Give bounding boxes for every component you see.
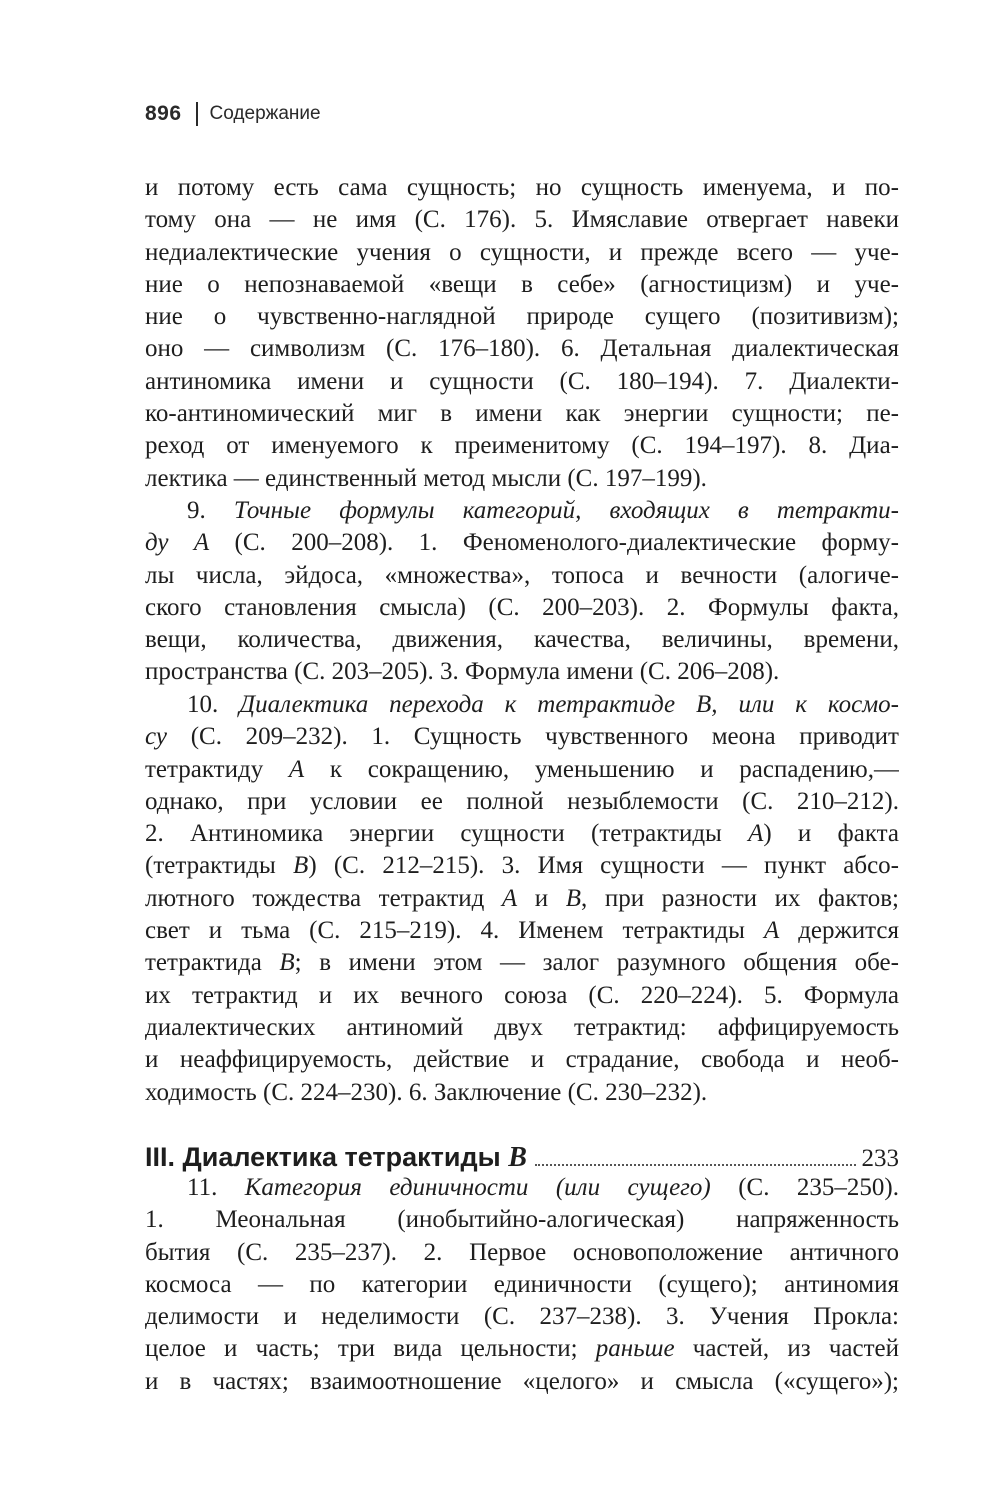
text-line: ние о чувственно-наглядной природе сущего (позитивизм);	[145, 303, 899, 331]
chapter-number: 11.	[187, 1174, 245, 1201]
emphasis: раньше	[595, 1335, 675, 1363]
section-title-variable: В	[508, 1142, 527, 1173]
chapter-number: 9.	[187, 497, 234, 524]
text-line: и в частях; взаимоотношение «целого» и смысла («сущего»);	[145, 1367, 899, 1395]
text-span: тетрактида	[145, 949, 280, 977]
text-line: недиалектические учения о сущности, и прежде всего — уче-	[145, 238, 899, 266]
text-span: (С. 200–208). 1. Феноменолого-диалектические форму-	[209, 529, 899, 557]
section-title-text: III. Диалектика тетрактиды	[145, 1142, 509, 1172]
paragraph-chapter-11	[145, 1172, 899, 1398]
section-page-number: 233	[861, 1145, 899, 1172]
text-line: реход от именуемого к преименитому (С. 194–197). 8. Диа-	[145, 432, 899, 460]
text-line	[145, 495, 899, 527]
text-span: , при разности их фактов;	[581, 884, 899, 912]
chapter-title: ду А	[145, 529, 210, 557]
variable: В	[565, 884, 581, 912]
chapter-number: 10.	[187, 691, 240, 718]
text-line: бытия (С. 235–237). 2. Первое основоположение античного	[145, 1238, 899, 1266]
text-line: вещи, количества, движения, качества, величины, времени,	[145, 626, 899, 654]
text-span: 2. Антиномика энергии сущности (тетрактиды	[145, 820, 749, 848]
variable: А	[288, 755, 305, 783]
text-span: свет и тьма (С. 215–219). 4. Именем тетрактиды	[145, 917, 764, 945]
text-span: ) (С. 212–215). 3. Имя сущности — пункт абсо-	[308, 852, 899, 880]
text-span: (С. 209–232). 1. Сущность чувственного меона приводит	[167, 723, 899, 751]
text-line: и неаффицируемость, действие и страдание, свобода и необ-	[145, 1046, 899, 1074]
text-span: к сокращению, уменьшению и распадению,—	[304, 755, 899, 783]
text-line: ние о непознаваемой «вещи в себе» (агностицизм) и уче-	[145, 270, 899, 298]
chapter-title: су	[145, 723, 168, 751]
text-span: держится	[779, 917, 899, 945]
page-number: 896	[145, 102, 182, 125]
text-line: однако, при условии ее полной незыблемости (С. 210–212).	[145, 787, 899, 815]
text-line: и потому есть сама сущность; но сущность именуема, и по-	[145, 174, 899, 201]
dot-leader	[535, 1163, 856, 1166]
variable: А	[748, 820, 764, 848]
chapter-title: Точные формулы категорий, входящих в тетракти-	[233, 497, 899, 524]
text-span: лютного тождества тетрактид	[145, 884, 502, 912]
text-span: ; в имени этом — залог разумного общения обе-	[294, 949, 899, 977]
text-line: ко-антиномический миг в имени как энергии сущности; пе-	[145, 400, 899, 428]
text-span: целое и часть; три вида цельности;	[145, 1335, 596, 1363]
text-line: лектика — единственный метод мысли (С. 197–199).	[145, 464, 707, 492]
paragraph-chapter-9	[145, 495, 899, 689]
chapter-title: Категория единичности (или сущего)	[244, 1174, 711, 1201]
text-line: оно — символизм (С. 176–180). 6. Детальная диалектическая	[145, 335, 899, 363]
text-line	[145, 754, 899, 786]
text-line	[145, 947, 899, 979]
variable: А	[763, 917, 780, 945]
running-head	[145, 98, 321, 130]
text-span: (С. 235–250).	[710, 1174, 899, 1201]
variable: В	[293, 852, 309, 880]
text-span: частей, из частей	[674, 1335, 899, 1363]
text-line: делимости и неделимости (С. 237–238). 3. Учения Прокла:	[145, 1303, 899, 1331]
text-line	[145, 721, 899, 753]
text-span: и	[517, 884, 566, 912]
text-line: пространства (С. 203–205). 3. Формула имени (С. 206–208).	[145, 658, 780, 686]
book-page	[145, 0, 899, 1487]
text-line	[145, 818, 899, 850]
section-title	[145, 1142, 527, 1174]
text-line	[145, 527, 899, 559]
text-line	[145, 1172, 899, 1204]
chapter-title: Диалектика перехода к тетрактиде В, или к космо-	[239, 691, 899, 718]
text-line: лы числа, эйдоса, «множества», топоса и вечности (алогиче-	[145, 561, 899, 589]
text-span: (тетрактиды	[145, 852, 294, 880]
text-line: 1. Меональная (инобытийно-алогическая) напряженность	[145, 1206, 899, 1234]
text-line	[145, 1333, 899, 1365]
text-line: антиномика имени и сущности (С. 180–194). 7. Диалекти-	[145, 367, 899, 395]
text-line	[145, 915, 899, 947]
variable: А	[501, 884, 518, 912]
text-line	[145, 689, 899, 721]
paragraph-continuation	[145, 172, 899, 495]
text-line	[145, 850, 899, 882]
text-line: тому она — не имя (С. 176). 5. Имяславие отвергает навеки	[145, 206, 899, 234]
header-separator	[196, 102, 198, 126]
text-line: ходимость (С. 224–230). 6. Заключение (С. 230–232).	[145, 1078, 708, 1106]
text-span: ) и факта	[763, 820, 899, 848]
paragraph-chapter-10	[145, 689, 899, 1109]
text-line: космоса — по категории единичности (сущего); антиномия	[145, 1270, 899, 1298]
text-line: ского становления смысла) (С. 200–203). 2. Формулы факта,	[145, 593, 899, 621]
text-line	[145, 883, 899, 915]
text-line: их тетрактид и их вечного союза (С. 220–224). 5. Формула	[145, 981, 899, 1009]
text-line: диалектических антиномий двух тетрактид: аффицируемость	[145, 1013, 899, 1041]
variable: В	[279, 949, 295, 977]
text-span: тетрактиду	[145, 755, 289, 783]
running-head-section: Содержание	[209, 103, 321, 124]
